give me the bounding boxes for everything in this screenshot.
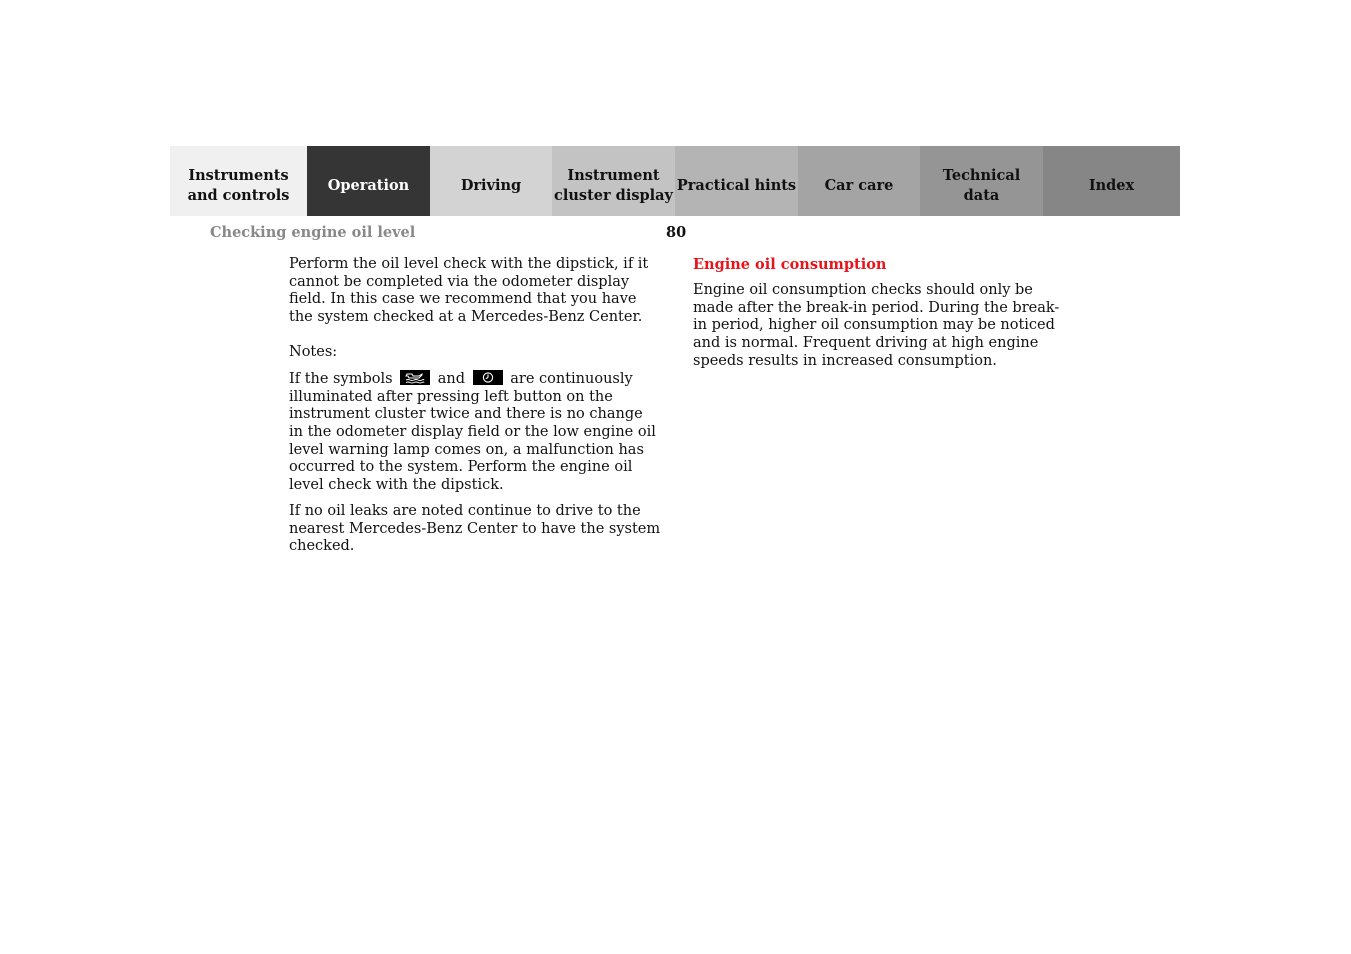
paragraph-oil-consumption: Engine oil consumption checks should only be made after the break-in period. During the break-in period, higher oil consumption may be noticed and is normal. Frequent driving at high engine speeds results in increased consumption. [693,282,1060,369]
paragraph-dipstick-check: Perform the oil level check with the dipstick, if it cannot be completed via the odometer display field. In this case we recommend that you have the system checked at a Mercedes-Benz Center. [289,256,649,325]
tab-instruments-and-controls[interactable] [170,146,307,216]
chapter-nav [170,146,1180,216]
right-column [693,256,1063,379]
tab-label: Technical data [942,167,1021,204]
tab-label: Practical hints [676,177,797,194]
clock-icon [473,370,503,385]
notes-label: Notes: [289,343,338,360]
tab-label: Instrument cluster display [554,167,673,204]
oil-can-icon [400,370,430,385]
subheading-engine-oil-consumption: Engine oil consumption [693,256,887,273]
left-column [289,256,661,564]
tab-label: Index [1088,177,1135,194]
tab-index[interactable] [1043,146,1180,216]
paragraph-symbols [289,370,661,494]
tab-practical-hints[interactable] [675,146,798,216]
tab-technical-data[interactable] [920,146,1043,216]
tab-operation[interactable] [307,146,430,216]
tab-label: Operation [327,177,410,194]
tab-driving[interactable] [430,146,552,216]
text-fragment: If the symbols [289,371,393,388]
text-fragment: are continuously illuminated after pressing left button on the instrument cluster twice and there is no change in the odometer display field or the low engine oil level warning lamp comes on, a malfunction has occurred to the system. Perform the engine oil level check with the dipstick. [289,371,656,493]
tab-car-care[interactable] [798,146,920,216]
paragraph-oil-leaks: If no oil leaks are noted continue to drive to the nearest Mercedes-Benz Center to have the system checked. [289,502,661,555]
page-number: 80 [666,224,687,241]
text-fragment: and [437,371,466,388]
tab-label: Instruments and controls [187,167,290,204]
tab-label: Driving [460,177,522,194]
section-title: Checking engine oil level [210,224,416,241]
tab-instrument-cluster-display[interactable] [552,146,675,216]
tab-label: Car care [824,177,894,194]
